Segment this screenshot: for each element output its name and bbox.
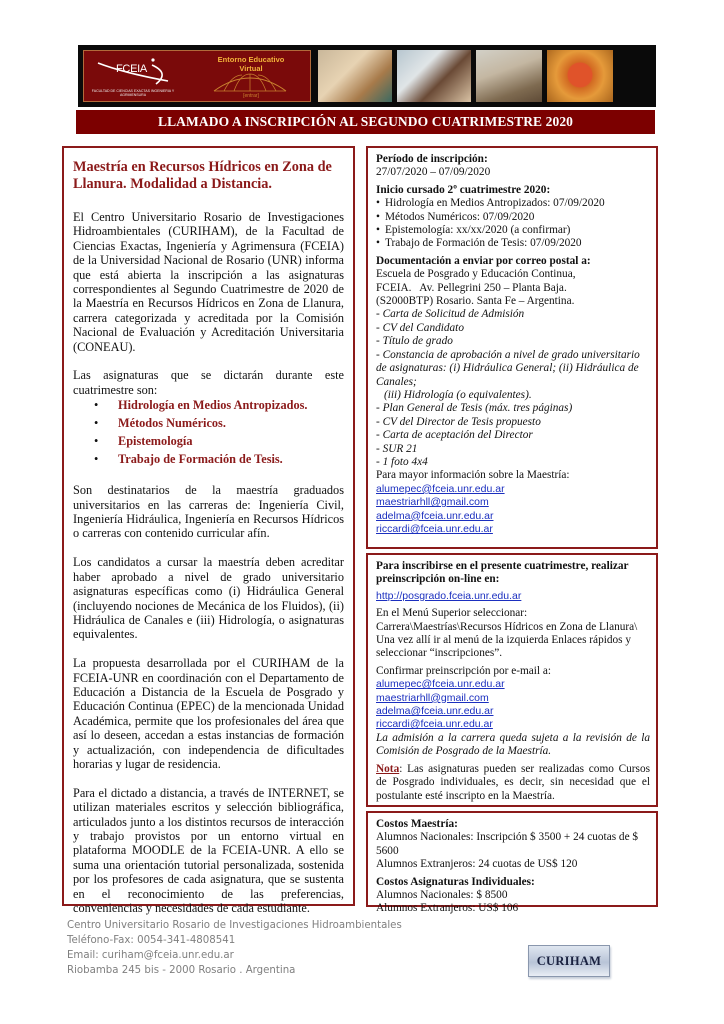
start-heading: Inicio cursado 2º cuatrimestre 2020: xyxy=(376,183,551,196)
menu-instructions: En el Menú Superior seleccionar: Carrera\Maestrías\Recursos Hídricos en Zona de Llanura\ Una vez allí ir al menú de la izquierda Enlaces rápidos y seleccionar “inscripciones”. xyxy=(376,607,638,660)
doc-item: - CV del Director de Tesis propuesto xyxy=(376,415,541,428)
enter-link[interactable]: [entrar] xyxy=(243,93,259,99)
doc-item: - 1 foto 4x4 xyxy=(376,455,428,468)
costs-national: Alumnos Nacionales: Inscripción $ 3500 + 24 cuotas de $ 5600 xyxy=(376,831,639,857)
preregistration-box xyxy=(366,553,658,807)
start-item: • Hidrología en Medios Antropizados: 07/09/2020 xyxy=(376,197,650,210)
page-title: LLAMADO A INSCRIPCIÓN AL SEGUNDO CUATRIMESTRE 2020 xyxy=(157,114,574,129)
email-link-maestriarhll[interactable]: maestriarhll@gmail.com xyxy=(376,496,489,509)
fceia-logo-panel[interactable] xyxy=(83,50,311,102)
docs-heading: Documentación a enviar por correo postal a: xyxy=(376,254,591,267)
address-line: FCEIA. Av. Pellegrini 250 – Planta Baja. xyxy=(376,281,567,294)
email-link-riccardi[interactable]: riccardi@fceia.unr.edu.ar xyxy=(376,718,493,731)
period-heading: Período de inscripción: xyxy=(376,153,488,165)
start-item: • Epistemología: xx/xx/2020 (a confirmar) xyxy=(376,224,650,237)
enrollment-info-box xyxy=(366,146,658,549)
doc-item: - Carta de aceptación del Director xyxy=(376,429,533,442)
footer-email: Email: curiham@fceia.unr.edu.ar xyxy=(67,950,234,961)
curiham-badge-text: CURIHAM xyxy=(536,953,602,968)
subject-item: • Hidrología en Medios Antropizados. xyxy=(73,396,344,414)
email-link-alumepec[interactable]: alumepec@fceia.unr.edu.ar xyxy=(376,482,505,495)
admission-note: La admisión a la carrera queda sujeta a la revisión de la Comisión de Posgrado de la Maestría. xyxy=(376,731,650,758)
note-paragraph xyxy=(376,763,650,803)
banner-photo-laptop xyxy=(397,50,471,102)
announcement-title-bar xyxy=(76,110,655,134)
banner-photo-hands xyxy=(476,50,542,102)
costs-foreign: Alumnos Extranjeros: 24 cuotas de US$ 120 xyxy=(376,858,578,871)
intro-paragraph: El Centro Universitario Rosario de Investigaciones Hidroambientales (CURIHAM), de la Facultad de Ciencias Exactas, Ingeniería y Agrimensura (FCEIA) de la Universidad Nacional de Rosario (UNR) informa que está abierta la inscripción a las asignaturas correspondientes al Segundo Cuatrimestre de 2020 de la Maestría en Recursos Hídricos en Zona de Llanura, carrera categorizada y acreditada por la Comisión Nacional de Evaluación y Acreditación Universitaria (CONEAU). xyxy=(73,210,344,354)
requirements-paragraph: Los candidatos a cursar la maestría deben acreditar haber aprobado a nivel de grado universitario asignaturas específicas como (i) Hidráulica General (incluyendo nociones de Mecánica de los Fluidos), (ii) Hidráulica de Canales e (iii) Hidrología, o asignaturas equivalentes. xyxy=(73,555,344,642)
proposal-paragraph: La propuesta desarrollada por el CURIHAM de la FCEIA-UNR en coordinación con el Departamento de Educación a Distancia de la Escuela de Posgrado y Educación Continua (EPEC) de la mencionada Unidad Académica, permite que los profesionales del área que así lo deseen, accedan a estas instancias de formación y actualización, con independencia de dificultades horarias y lugar de residencia. xyxy=(73,656,344,771)
distance-learning-paragraph: Para el dictado a distancia, a través de INTERNET, se utilizan materiales escritos y selección bibliográfica, articulados junto a los distintos recursos de interacción y trabajo provistos por un entorno virtual en plataforma MOODLE de la FCEIA-UNR. A ello se suma una orientación tutorial personalizada, sostenida por los profesores de cada asignatura, que se sustenta en el reconocimiento de las preferencias, conveniencias y necesidades de cada estudiante. xyxy=(73,785,344,915)
subject-item: • Métodos Numéricos. xyxy=(73,414,344,432)
posgrado-url-link[interactable]: http://posgrado.fceia.unr.edu.ar xyxy=(376,589,522,602)
portal-title-line2: Virtual xyxy=(239,64,263,73)
program-description-box xyxy=(62,146,355,915)
doc-item: - CV del Candidato xyxy=(376,321,464,334)
subjects-intro: Las asignaturas que se dictarán durante este cuatrimestre son: xyxy=(73,368,344,397)
address-line: Escuela de Posgrado y Educación Continua, xyxy=(376,268,576,281)
doc-item: - Carta de Solicitud de Admisión xyxy=(376,308,525,321)
individual-foreign: Alumnos Extranjeros: US$ 106 xyxy=(376,902,519,915)
costs-heading: Costos Maestría: xyxy=(376,818,458,830)
email-link-adelma[interactable]: adelma@fceia.unr.edu.ar xyxy=(376,509,494,522)
curiham-logo-badge xyxy=(528,945,610,977)
email-link-maestriarhll[interactable]: maestriarhll@gmail.com xyxy=(376,691,489,704)
info-label: Para mayor información sobre la Maestría: xyxy=(376,469,570,482)
start-item: • Métodos Numéricos: 07/09/2020 xyxy=(376,211,650,224)
preregistration-heading: Para inscribirse en el presente cuatrimestre, realizar preinscripción on-line en: xyxy=(376,560,629,586)
program-title: Maestría en Recursos Hídricos en Zona de Llanura. Modalidad a Distancia. xyxy=(73,159,332,192)
fceia-logo-subtitle: FACULTAD DE CIENCIAS EXACTAS INGENIERIA Y AGRIMENSURA xyxy=(91,89,175,97)
doc-item: (iii) Hidrología (o equivalentes). xyxy=(384,388,532,401)
subject-item: • Trabajo de Formación de Tesis. xyxy=(73,450,344,468)
confirm-label: Confirmar preinscripción por e-mail a: xyxy=(376,664,552,677)
footer-phone: Teléfono-Fax: 0054-341-4808541 xyxy=(67,935,236,946)
footer-contact xyxy=(67,918,402,978)
fceia-logo-text: FCEIA xyxy=(116,63,147,75)
doc-item: - SUR 21 xyxy=(376,442,418,455)
subject-item: • Epistemología xyxy=(73,432,344,450)
doc-item: - Título de grado xyxy=(376,335,453,348)
dome-icon xyxy=(212,71,288,93)
banner-photo-sunset xyxy=(547,50,613,102)
note-label: Nota xyxy=(376,762,400,775)
email-link-adelma[interactable]: adelma@fceia.unr.edu.ar xyxy=(376,705,494,718)
portal-title-line1: Entorno Educativo xyxy=(217,55,285,64)
footer-org-name: Centro Universitario Rosario de Investigaciones Hidroambientales xyxy=(67,920,402,931)
email-link-riccardi[interactable]: riccardi@fceia.unr.edu.ar xyxy=(376,522,493,535)
banner-photo-student xyxy=(318,50,392,102)
period-value: 27/07/2020 – 07/09/2020 xyxy=(376,166,491,179)
address-line: (S2000BTP) Rosario. Santa Fe – Argentina. xyxy=(376,295,575,308)
individual-national: Alumnos Nacionales: $ 8500 xyxy=(376,889,508,902)
header-banner xyxy=(78,45,656,107)
target-audience-paragraph: Son destinatarios de la maestría graduados universitarios en las carreras de: Ingeniería Civil, Ingeniería Hidráulica, Ingeniería en Recursos Hídricos o carreras con contenido curricular afín. xyxy=(73,483,344,541)
costs-box xyxy=(366,811,658,915)
individual-costs-heading: Costos Asignaturas Individuales: xyxy=(376,875,535,888)
email-link-alumepec[interactable]: alumepec@fceia.unr.edu.ar xyxy=(376,678,505,691)
start-item: • Trabajo de Formación de Tesis: 07/09/2020 xyxy=(376,237,650,250)
doc-item: - Constancia de aprobación a nivel de grado universitario de asignaturas: (i) Hidráulica General; (ii) Hidráulica de Canales; xyxy=(376,348,640,388)
footer-address: Riobamba 245 bis - 2000 Rosario . Argentina xyxy=(67,965,296,976)
subjects-list xyxy=(73,396,344,468)
note-text: : Las asignaturas pueden ser realizadas como Cursos de Posgrado individuales, es decir, sin necesidad que el postulante esté inscripto en la Maestría. xyxy=(376,762,650,802)
doc-item: - Plan General de Tesis (máx. tres páginas) xyxy=(376,402,573,415)
